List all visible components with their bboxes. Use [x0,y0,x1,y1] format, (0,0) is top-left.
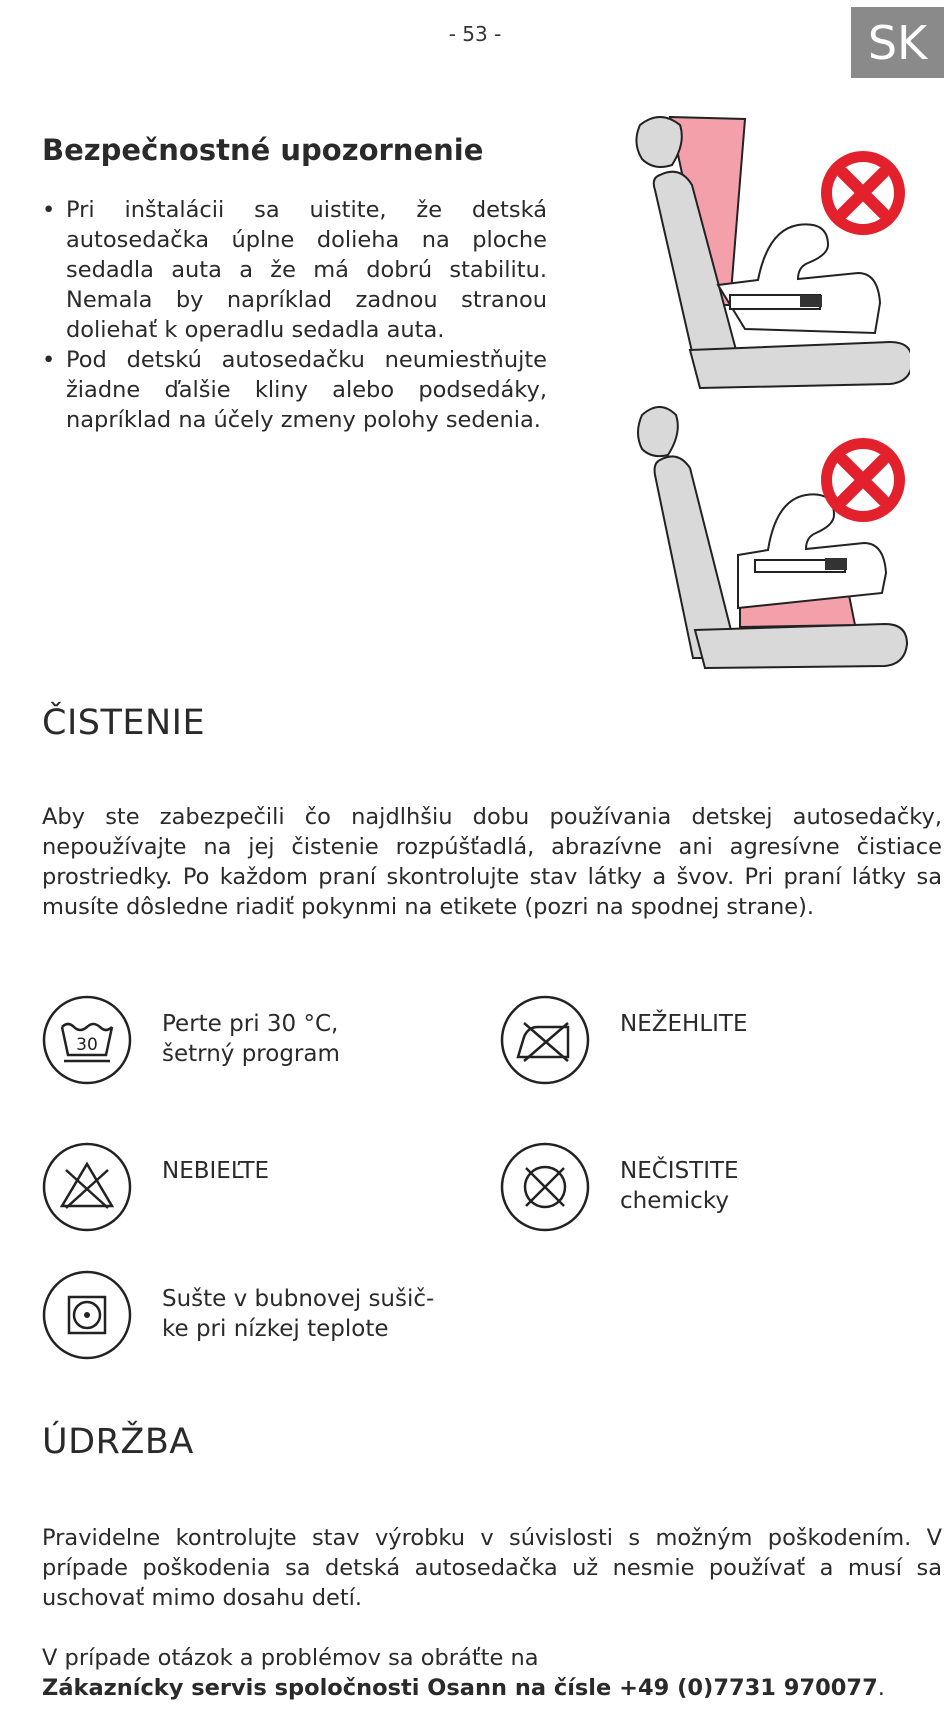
care-item-wash [42,995,462,1085]
maintenance-paragraph: Pravidelne kontrolujte stav výrobku v súvislosti s možným poškodením. V prípade poškodenia sa detská autosedačka už nesmie používať a musí sa uschovať mimo dosahu detí. [42,1525,942,1611]
wash-30-icon [42,995,132,1085]
care-label: NEČISTITE [620,1158,739,1184]
contact-intro: V prípade otázok a problémov sa obráťte na [42,1645,539,1671]
care-label: chemicky [620,1188,729,1214]
incorrect-installation-illustration-wedge [630,395,920,675]
cleaning-heading: ČISTENIE [42,703,206,743]
safety-warning-list [42,195,547,435]
care-label: Perte pri 30 °C, [162,1011,339,1037]
care-label: NEŽEHLITE [620,1011,748,1037]
no-bleach-icon [42,1142,132,1232]
care-item-tumble-dry [42,1270,462,1360]
wash-temperature-label: 30 [76,1035,98,1055]
incorrect-installation-illustration-backrest [620,105,910,395]
care-label: šetrný program [162,1041,340,1067]
care-item-no-dry-clean [500,1142,920,1232]
contact-end: . [877,1675,885,1701]
cleaning-paragraph: Aby ste zabezpečili čo najdlhšiu dobu používania detskej autosedačky, nepoužívajte na jej čistenie rozpúšťadlá, abrazívne ani agresívne čistiace prostriedky. Po každom praní skontrolujte stav látky a švov. Pri praní látky sa musíte dôsledne riadiť pokynmi na etikete (pozri na spodnej strane). [42,804,942,920]
no-iron-icon [500,995,590,1085]
no-dry-clean-icon [500,1142,590,1232]
safety-warning-title: Bezpečnostné upozornenie [42,133,484,167]
prohibited-icon [821,151,905,235]
care-item-no-iron [500,995,920,1085]
care-label: Sušte v bubnovej sušič- [162,1286,435,1312]
warning-bullet: • Pri inštalácii sa uistite, že detská autosedačka úplne dolieha na ploche sedadla auta a že má dobrú stabilitu. Nemala by napríklad zadnou stranou doliehať k operadlu sedadla auta. [42,195,547,345]
care-label: ke pri nízkej teplote [162,1316,389,1342]
care-label: NEBIEĽTE [162,1158,270,1184]
maintenance-heading: ÚDRŽBA [42,1422,194,1462]
page-number: - 53 - [448,22,502,46]
contact-info [42,1675,885,1701]
care-item-no-bleach [42,1142,462,1232]
warning-bullet: • Pod detskú autosedačku neumiestňujte žiadne ďalšie kliny alebo podsedáky, napríklad na účely zmeny polohy sedenia. [42,345,547,435]
tumble-dry-low-icon [42,1270,132,1360]
language-badge: SK [851,7,944,78]
customer-service-contact: Zákaznícky servis spoločnosti Osann na čísle +49 (0)7731 970077 [42,1675,878,1701]
prohibited-icon [821,438,905,522]
